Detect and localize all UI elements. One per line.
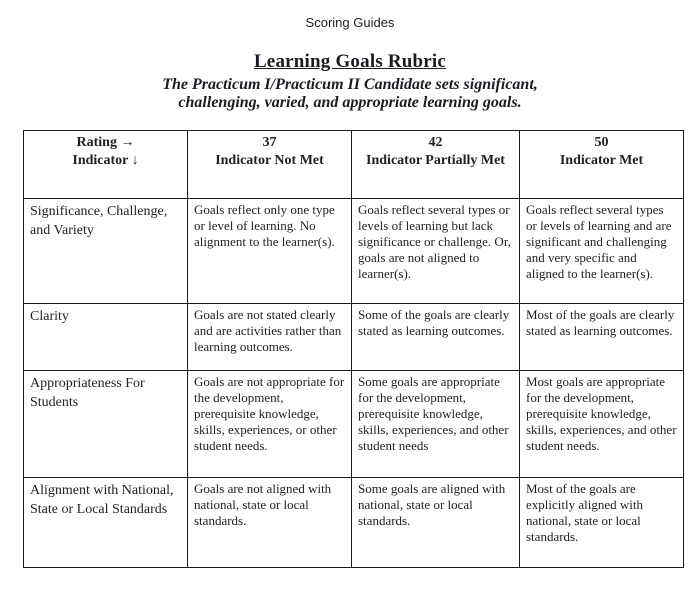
score-label: Indicator Met	[559, 153, 644, 168]
cell-clarity-partially-met: Some of the goals are clearly stated as learning outcomes.	[352, 304, 520, 371]
page-title: Learning Goals Rubric	[253, 51, 447, 72]
cell-alignment-not-met: Goals are not aligned with national, state or local standards.	[188, 478, 352, 568]
corner-rating-label: Rating →	[76, 135, 135, 150]
table-row-appropriateness	[24, 371, 684, 478]
cell-appropriateness-partially-met: Some goals are appropriate for the development, prerequisite knowledge, skills, experiences, and other student needs	[352, 371, 520, 478]
cell-alignment-partially-met: Some goals are aligned with national, state or local standards.	[352, 478, 520, 568]
table-header-row	[24, 131, 684, 199]
cell-alignment-met: Most of the goals are explicitly aligned with national, state or local standards.	[520, 478, 684, 568]
column-header-partially-met	[352, 131, 520, 199]
page-header: Scoring Guides	[305, 15, 395, 30]
score-value: 37	[262, 135, 277, 150]
cell-significance-partially-met: Goals reflect several types or levels of learning but lack significance or challenge. Or, goals are not aligned to learner(s).	[352, 199, 520, 304]
table-row-alignment	[24, 478, 684, 568]
score-label: Indicator Not Met	[215, 153, 324, 168]
score-label: Indicator Partially Met	[366, 153, 505, 168]
cell-clarity-met: Most of the goals are clearly stated as learning outcomes.	[520, 304, 684, 371]
row-indicator-label: Significance, Challenge, and Variety	[24, 199, 188, 304]
column-header-not-met	[188, 131, 352, 199]
row-indicator-label: Clarity	[24, 304, 188, 371]
row-indicator-label: Appropriateness For Students	[24, 371, 188, 478]
score-value: 42	[428, 135, 443, 150]
cell-clarity-not-met: Goals are not stated clearly and are activities rather than learning outcomes.	[188, 304, 352, 371]
score-value: 50	[594, 135, 609, 150]
corner-header-cell	[24, 131, 188, 199]
rubric-table	[23, 130, 684, 568]
cell-significance-not-met: Goals reflect only one type or level of learning. No alignment to the learner(s).	[188, 199, 352, 304]
page-subtitle: The Practicum I/Practicum II Candidate sets significant, challenging, varied, and appropriate learning goals.	[162, 76, 538, 111]
cell-significance-met: Goals reflect several types or levels of learning and are significant and challenging and very specific and aligned to the learner(s).	[520, 199, 684, 304]
cell-appropriateness-met: Most goals are appropriate for the development, prerequisite knowledge, skills, experiences, and other student needs.	[520, 371, 684, 478]
table-row-significance	[24, 199, 684, 304]
column-header-met	[520, 131, 684, 199]
row-indicator-label: Alignment with National, State or Local Standards	[24, 478, 188, 568]
cell-appropriateness-not-met: Goals are not appropriate for the development, prerequisite knowledge, skills, experiences, or other student needs.	[188, 371, 352, 478]
table-row-clarity	[24, 304, 684, 371]
corner-indicator-label: Indicator ↓	[72, 153, 139, 168]
